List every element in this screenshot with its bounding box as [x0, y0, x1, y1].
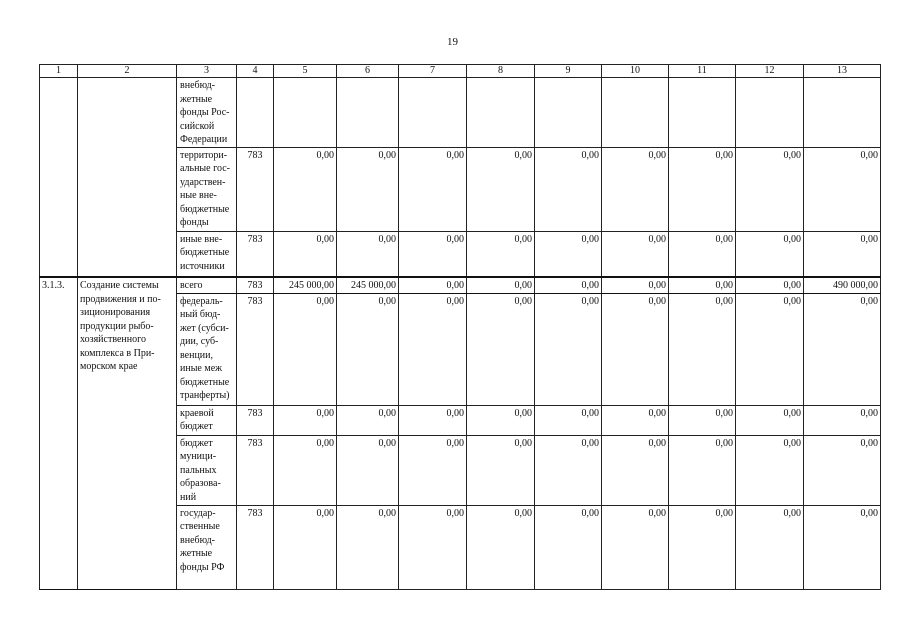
value-cell: 0,00 [274, 231, 337, 277]
value-cell: 0,00 [736, 277, 804, 293]
value-cell: 0,00 [535, 505, 602, 589]
value-cell: 245 000,00 [274, 277, 337, 293]
value-cell: 0,00 [602, 147, 669, 231]
value-cell: 0,00 [669, 435, 736, 505]
value-cell: 0,00 [535, 277, 602, 293]
value-cell: 0,00 [602, 405, 669, 435]
header-cell: 4 [237, 65, 274, 78]
value-cell [274, 78, 337, 148]
value-cell: 0,00 [669, 293, 736, 405]
value-cell: 0,00 [467, 505, 535, 589]
value-cell: 0,00 [736, 435, 804, 505]
header-row [40, 65, 881, 78]
code-cell [237, 78, 274, 148]
value-cell: 0,00 [399, 231, 467, 277]
budget-table [39, 64, 881, 590]
header-cell: 2 [78, 65, 177, 78]
value-cell: 0,00 [804, 231, 881, 277]
value-cell: 0,00 [467, 147, 535, 231]
funding-source-cell: всего [177, 277, 237, 293]
value-cell: 0,00 [602, 231, 669, 277]
header-cell: 3 [177, 65, 237, 78]
header-cell: 11 [669, 65, 736, 78]
header-cell: 10 [602, 65, 669, 78]
item-name-cell [78, 78, 177, 278]
value-cell [804, 78, 881, 148]
value-cell: 0,00 [467, 435, 535, 505]
value-cell: 0,00 [274, 505, 337, 589]
funding-source-cell: территори- альные гос- ударствен- ные вне- бюджетные фонды [177, 147, 237, 231]
header-cell: 5 [274, 65, 337, 78]
value-cell: 0,00 [274, 435, 337, 505]
code-cell: 783 [237, 231, 274, 277]
value-cell: 0,00 [535, 435, 602, 505]
value-cell: 0,00 [535, 147, 602, 231]
value-cell: 0,00 [337, 147, 399, 231]
table-row-total [40, 277, 881, 293]
funding-source-cell: государ- ственные внебюд- жетные фонды РФ [177, 505, 237, 589]
funding-source-cell: бюджет муници- пальных образова- ний [177, 435, 237, 505]
value-cell: 0,00 [804, 147, 881, 231]
value-cell: 0,00 [736, 505, 804, 589]
value-cell: 0,00 [274, 293, 337, 405]
value-cell: 0,00 [736, 293, 804, 405]
value-cell: 0,00 [467, 277, 535, 293]
value-cell: 0,00 [399, 505, 467, 589]
value-cell: 490 000,00 [804, 277, 881, 293]
funding-source-cell: краевой бюджет [177, 405, 237, 435]
value-cell [669, 78, 736, 148]
value-cell [399, 78, 467, 148]
value-cell: 0,00 [602, 505, 669, 589]
value-cell: 0,00 [337, 231, 399, 277]
value-cell: 0,00 [399, 405, 467, 435]
value-cell: 0,00 [669, 405, 736, 435]
header-cell: 7 [399, 65, 467, 78]
header-cell: 1 [40, 65, 78, 78]
value-cell [602, 78, 669, 148]
item-name-cell: Создание системы продвижения и по- зиционирования продукции рыбо- хозяйственного комплекса в При- морском крае [78, 277, 177, 589]
code-cell: 783 [237, 435, 274, 505]
code-cell: 783 [237, 147, 274, 231]
value-cell: 0,00 [804, 293, 881, 405]
value-cell: 0,00 [736, 147, 804, 231]
value-cell: 0,00 [467, 231, 535, 277]
value-cell: 0,00 [399, 293, 467, 405]
value-cell: 245 000,00 [337, 277, 399, 293]
funding-source-cell: иные вне- бюджетные источники [177, 231, 237, 277]
value-cell: 0,00 [399, 147, 467, 231]
value-cell: 0,00 [337, 505, 399, 589]
value-cell: 0,00 [399, 277, 467, 293]
code-cell: 783 [237, 293, 274, 405]
value-cell: 0,00 [804, 435, 881, 505]
value-cell [337, 78, 399, 148]
value-cell: 0,00 [399, 435, 467, 505]
value-cell: 0,00 [804, 405, 881, 435]
value-cell: 0,00 [535, 293, 602, 405]
value-cell: 0,00 [669, 505, 736, 589]
value-cell: 0,00 [669, 147, 736, 231]
table-row [40, 78, 881, 148]
value-cell: 0,00 [736, 231, 804, 277]
code-cell: 783 [237, 405, 274, 435]
funding-source-cell: федераль- ный бюд- жет (субси- дии, суб- венции, иные меж бюджетные транферты) [177, 293, 237, 405]
value-cell: 0,00 [337, 405, 399, 435]
value-cell: 0,00 [535, 405, 602, 435]
value-cell: 0,00 [669, 277, 736, 293]
value-cell: 0,00 [669, 231, 736, 277]
funding-source-cell: внебюд- жетные фонды Рос- сийской Федерации [177, 78, 237, 148]
header-cell: 13 [804, 65, 881, 78]
value-cell: 0,00 [337, 293, 399, 405]
header-cell: 12 [736, 65, 804, 78]
value-cell: 0,00 [602, 293, 669, 405]
value-cell: 0,00 [602, 277, 669, 293]
code-cell: 783 [237, 505, 274, 589]
header-cell: 9 [535, 65, 602, 78]
value-cell [736, 78, 804, 148]
item-number-cell [40, 78, 78, 278]
value-cell: 0,00 [274, 405, 337, 435]
value-cell: 0,00 [467, 293, 535, 405]
value-cell: 0,00 [535, 231, 602, 277]
value-cell: 0,00 [804, 505, 881, 589]
value-cell [535, 78, 602, 148]
header-cell: 6 [337, 65, 399, 78]
value-cell: 0,00 [337, 435, 399, 505]
value-cell [467, 78, 535, 148]
value-cell: 0,00 [602, 435, 669, 505]
value-cell: 0,00 [467, 405, 535, 435]
code-cell: 783 [237, 277, 274, 293]
value-cell: 0,00 [274, 147, 337, 231]
header-cell: 8 [467, 65, 535, 78]
page-number: 19 [447, 36, 458, 48]
item-number-cell: 3.1.3. [40, 277, 78, 589]
value-cell: 0,00 [736, 405, 804, 435]
